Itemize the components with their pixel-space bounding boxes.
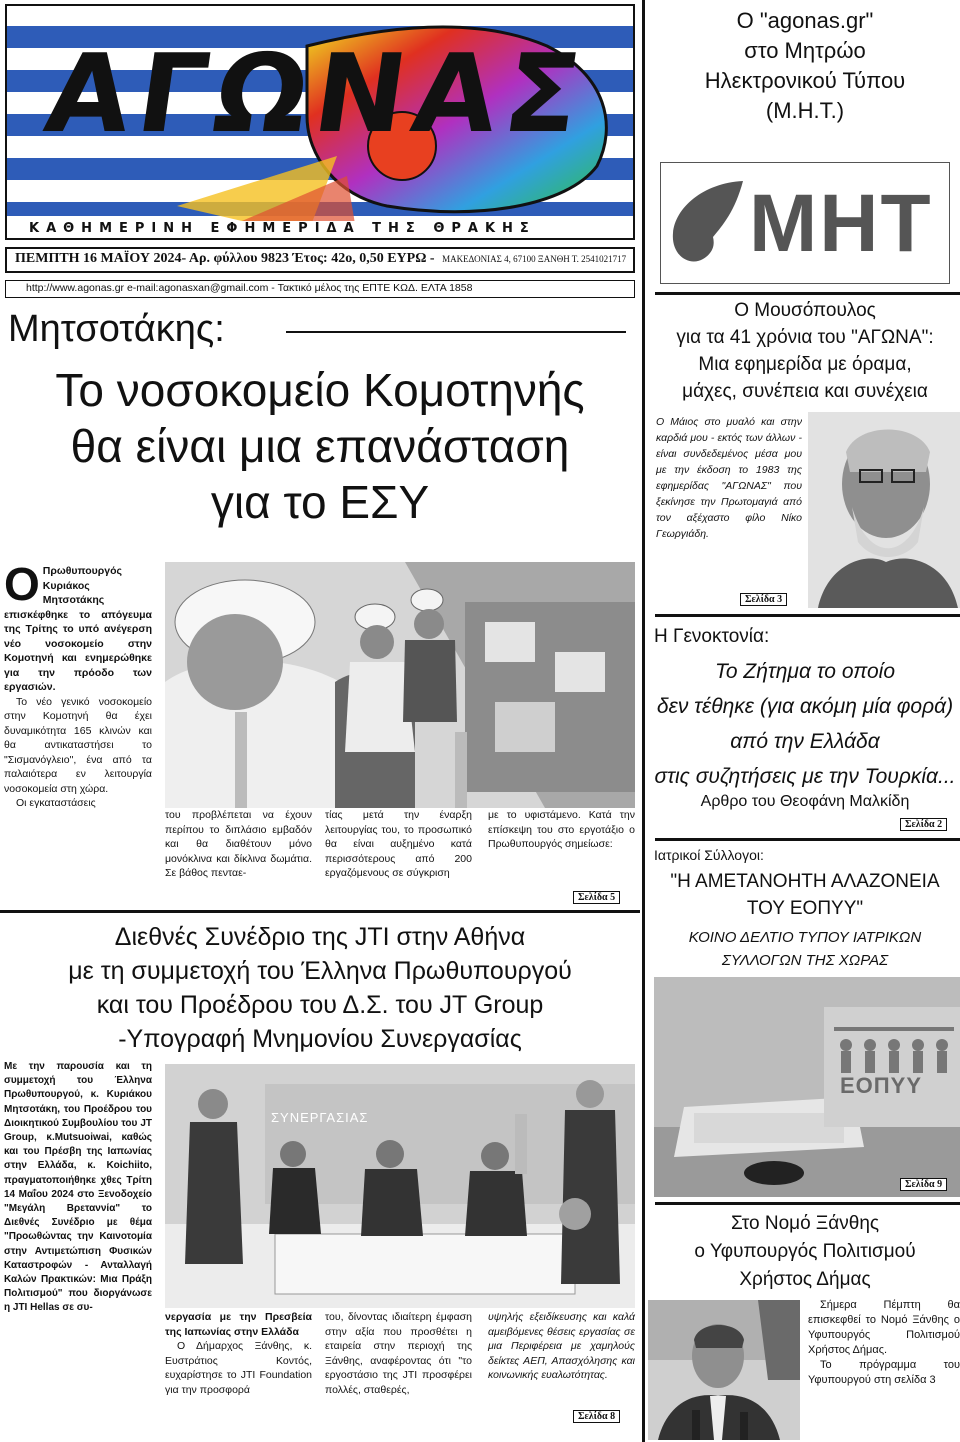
- mousopoulos-title-line-4: μάχες, συνέπεια και συνέχεια: [682, 381, 928, 402]
- mht-logo-text: ΜΗΤ: [749, 178, 933, 269]
- mousopoulos-photo: [808, 412, 960, 608]
- mht-title-line-1: Ο "agonas.gr": [736, 8, 874, 33]
- lead-headline-line-2: θα είναι μια επανάσταση: [70, 420, 570, 472]
- mht-title-line-4: (Μ.Η.Τ.): [765, 98, 845, 123]
- lead-intro: Πρωθυπουργός Κυριάκος Μητσοτάκης επισκέφθηκε το απόγευμα της Τρίτης το υπό ανέγερση νέο νοσοκομείο στην Κομοτηνή και ενημερώθηκε για την πρόοδο των εργασιών.: [4, 565, 152, 693]
- genocide-title-line-2: δεν τέθηκε (για ακόμη μία φορά): [656, 695, 954, 718]
- dimas-title: [650, 1210, 960, 1294]
- mousopoulos-title: [650, 297, 960, 405]
- mht-title-line-2: στο Μητρώο: [744, 38, 866, 63]
- jti-headline-line-3: και του Προέδρου του Δ.Σ. του JT Group: [96, 991, 544, 1019]
- genocide-title-line-3: από την Ελλάδα: [730, 730, 880, 753]
- jti-column-4: υψηλής εξειδίκευσης και καλά αμειβόμενες θέσεις εργασίας σε μια Περιφέρεια με χαμηλούς δείκτες ΑΕΠ, Απασχόλησης και κοινωνικής ευαλωτότητας.: [488, 1311, 635, 1381]
- mht-logo-mark-icon: [663, 163, 753, 283]
- jti-column-3: του, δίνοντας ιδιαίτερη έμφαση στην αξία που προσθέτει η εταιρεία στην περιοχή της Ξάνθης, αναφέροντας ότι "το εργοστάσιο της JTI προσφέρει πολλές, σταθερές,: [325, 1311, 472, 1396]
- eopyy-title-line-2: ΤΟΥ ΕΟΠΥΥ": [746, 898, 864, 919]
- eopyy-kicker: Ιατρικοί Σύλλογοι:: [654, 847, 764, 863]
- lead-paragraph-2: Οι εγκαταστάσεις: [16, 797, 96, 809]
- jti-column-2-lead: νεργασία με την Πρεσβεία της Ιαπωνίας στην Ελλάδα: [165, 1311, 312, 1338]
- eopyy-page-ref[interactable]: Σελίδα 9: [900, 1178, 947, 1191]
- lead-headline-line-1: Το νοσοκομείο Κομοτηνής: [55, 364, 585, 416]
- section-divider-1: [0, 910, 640, 913]
- eopyy-title-line-1: "Η ΑΜΕΤΑΝΟΗΤΗ ΑΛΑΖΟΝΕΙΑ: [670, 871, 940, 892]
- genocide-title: [650, 654, 960, 794]
- jti-headline-line-4: -Υπογραφή Μνημονίου Συνεργασίας: [118, 1025, 522, 1053]
- eopyy-photo: [654, 977, 960, 1197]
- lead-paragraph-1: Το νέο γενικό νοσοκομείο στην Κομοτηνή θα έχει δυναμικότητα 165 κλινών και θα αντικαταστήσει το "Σισμανόγλειο", ένα από τα παλαιότερα εν λειτουργία νοσοκομεία στη χώρα.: [4, 695, 152, 795]
- masthead: [5, 4, 635, 240]
- genocide-byline: Αρθρο του Θεοφάνη Μαλκίδη: [700, 793, 910, 810]
- info-bar: [5, 280, 635, 298]
- jti-headline: [0, 920, 640, 1056]
- dimas-paragraph-2: Το πρόγραμμα του Υφυπουργού στη σελίδα 3: [808, 1359, 960, 1386]
- dateline-bar: [5, 247, 635, 273]
- genocide-title-line-1: Το Ζήτημα το οποίο: [715, 660, 895, 683]
- mht-title-line-3: Ηλεκτρονικού Τύπου: [704, 68, 906, 93]
- masthead-subtitle: ΚΑΘΗΜΕΡΙΝΗ ΕΦΗΜΕΡΙΔΑ ΤΗΣ ΘΡΑΚΗΣ: [29, 221, 629, 236]
- sidebar-divider-3: [655, 838, 960, 841]
- jti-page-ref[interactable]: Σελίδα 8: [573, 1410, 620, 1423]
- genocide-page-ref[interactable]: Σελίδα 2: [900, 818, 947, 831]
- jti-column-2-text: Ο Δήμαρχος Ξάνθης, κ. Ευστράτιος Κοντός, ευχαρίστησε το JTI Foundation για την προσφορά: [165, 1340, 312, 1396]
- sidebar-divider-2: [655, 614, 960, 617]
- sidebar-divider-4: [655, 1202, 960, 1205]
- eopyy-subtitle: [650, 926, 960, 972]
- jti-intro: Με την παρουσία και τη συμμετοχή του Έλληνα Πρωθυπουργού, κ. Κυριάκου Μητσοτάκη, του Προέδρου του Διοικητικού Συμβουλίου του JT Group, κ.Mutsuoiwai, καθώς και του Πρέσβη της Ιαπωνίας στην Ελλάδα, κ. Koichiito, πραγματοποιήθηκε χθες Τρίτη 14 Μαΐου 2024 στο Ξενοδοχείο "Μεγάλη Βρεταννία" το Διεθνές Συνέδριο με θέμα "Προωθώντας την Καινοτομία στην Αντιμετώπιση Φυσικών Καταστροφών - Ανταλλαγή Καλών Πρακτικών: Μια Πράξη Πολιτισμού" που διοργάνωσε η JTI Hellas σε συ-: [4, 1061, 152, 1314]
- mousopoulos-title-line-3: Μια εφημερίδα με όραμα,: [698, 354, 912, 375]
- dimas-text: [808, 1298, 960, 1388]
- mousopoulos-text: Ο Μάιος στο μυαλό και στην καρδιά μου - εκτός των άλλων - είναι συνδεδεμένος μέσα μου με την έκδοση το 1983 της εφημερίδας "ΑΓΩΝΑΣ" που ξεκίνησε την Πρωτομαγιά από τον αξέχαστο φίλο Νίκο Γεωργιάδη.: [656, 416, 802, 540]
- lead-column-1: [4, 558, 152, 811]
- mousopoulos-title-line-2: για τα 41 χρόνια του "ΑΓΩΝΑ":: [676, 327, 934, 348]
- eopyy-title: [650, 868, 960, 922]
- lead-column-2: του προβλέπεται να έχουν περίπου το διπλάσιο εμβαδόν και θα διαθέτουν μόνο μονόκλινα και δίκλινα δωμάτια. Σε βάθος πενταε-: [165, 809, 312, 879]
- lead-dropcap: Ο: [4, 558, 40, 610]
- dimas-title-line-2: ο Υφυπουργός Πολιτισμού: [694, 1241, 916, 1262]
- jti-headline-line-1: Διεθνές Συνέδριο της JTI στην Αθήνα: [114, 923, 526, 951]
- info-line: http://www.agonas.gr e-mail:agonasxan@gmail.com - Τακτικό μέλος της ΕΠΤΕ ΚΩΔ. ΕΛΤΑ 1858: [26, 282, 473, 294]
- lead-page-ref[interactable]: Σελίδα 5: [573, 891, 620, 904]
- mousopoulos-page-ref[interactable]: Σελίδα 3: [740, 593, 787, 606]
- mousopoulos-title-line-1: Ο Μουσόπουλος: [734, 300, 876, 321]
- dimas-photo: [648, 1300, 800, 1440]
- lead-photo: [165, 562, 635, 808]
- dimas-title-line-1: Στο Νομό Ξάνθης: [730, 1213, 880, 1234]
- eopyy-logo-text: ΕΟΠΥΥ: [840, 1073, 923, 1098]
- jti-column-2: [165, 1310, 312, 1397]
- mht-title: [650, 6, 960, 126]
- jti-headline-line-2: με τη συμμετοχή του Έλληνα Πρωθυπουργού: [68, 957, 572, 985]
- genocide-kicker: Η Γενοκτονία:: [654, 626, 770, 647]
- dateline: ΠΕΜΠΤΗ 16 ΜΑΪΟΥ 2024- Αρ. φύλλου 9823 Έτος: 42ο, 0,50 ΕΥΡΩ -: [15, 251, 435, 266]
- genocide-title-line-4: στις συζητήσεις με την Τουρκία...: [654, 765, 956, 788]
- lead-kicker: Μητσοτάκης:: [8, 308, 225, 350]
- address: ΜΑΚΕΔΟΝΙΑΣ 4, 67100 ΞΑΝΘΗ Τ. 2541021717: [442, 254, 627, 264]
- dimas-title-line-3: Χρήστος Δήμας: [739, 1269, 871, 1290]
- eopyy-subtitle-line-1: ΚΟΙΝΟ ΔΕΛΤΙΟ ΤΥΠΟΥ ΙΑΤΡΙΚΩΝ: [688, 929, 922, 946]
- lead-column-3: τίας μετά την έναρξη λειτουργίας του, το προσωπικό θα είναι αυξημένο κατά περισσότερους από 200 εργαζόμενους σε σύγκριση: [325, 809, 472, 879]
- lead-headline: [0, 362, 640, 530]
- lead-headline-line-3: για το ΕΣΥ: [210, 476, 430, 528]
- sidebar-divider-1: [655, 292, 960, 295]
- lead-column-4: με το υφιστάμενο. Κατά την επίσκεψη του στο εργοτάξιο ο Πρωθυπουργός σημείωσε:: [488, 809, 635, 850]
- eopyy-subtitle-line-2: ΣΥΛΛΟΓΩΝ ΤΗΣ ΧΩΡΑΣ: [721, 952, 889, 969]
- dimas-paragraph-1: Σήμερα Πέμπτη θα επισκεφθεί το Νομό Ξάνθης ο Υφυπουργός Πολιτισμού Χρήστος Δήμας.: [808, 1299, 960, 1356]
- kicker-rule: [286, 331, 626, 333]
- jti-photo-banner: ΣΥΝΕΡΓΑΣΙΑΣ: [271, 1110, 369, 1125]
- masthead-title: ΑΓΩΝΑΣ: [38, 32, 596, 157]
- vertical-divider: [642, 0, 645, 1442]
- mht-logo[interactable]: [660, 162, 950, 284]
- jti-photo: [165, 1064, 635, 1308]
